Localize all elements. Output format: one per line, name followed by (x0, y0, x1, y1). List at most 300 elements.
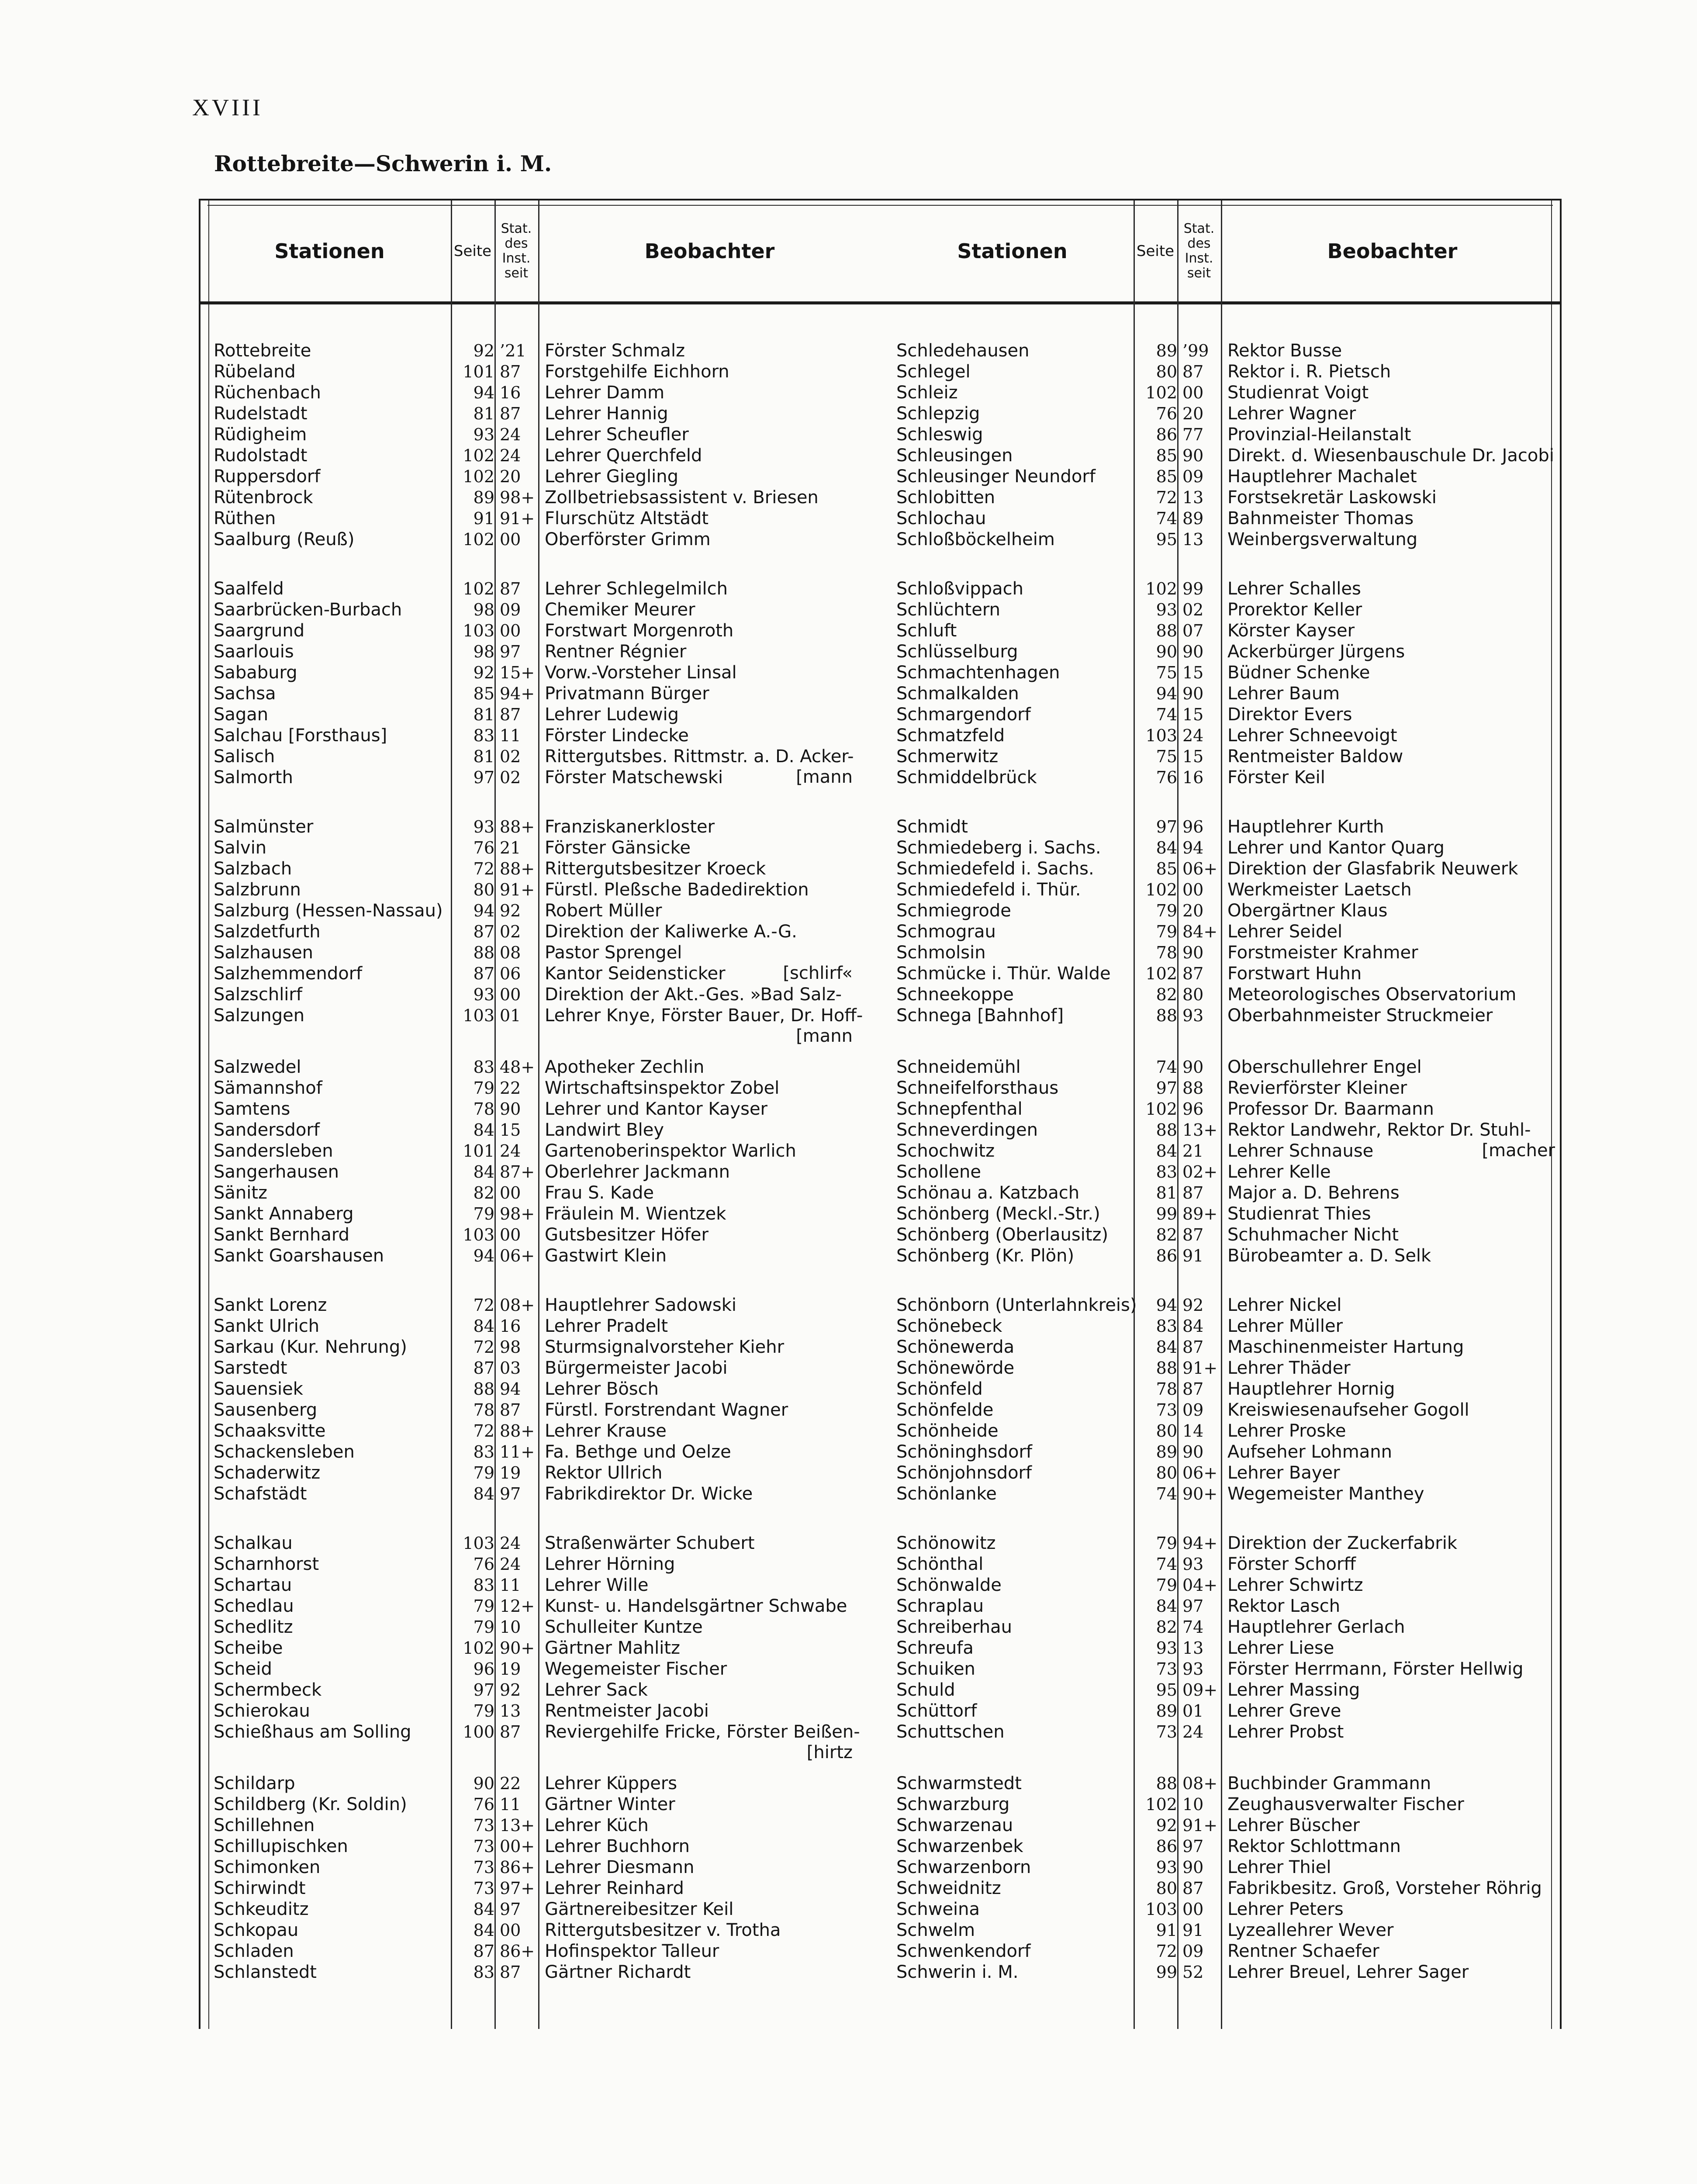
station-name: Saalburg (Reuß) (214, 529, 355, 549)
seite-value: 84 (473, 1120, 494, 1140)
stat-seit-value: 90 (1182, 1858, 1204, 1877)
table-row (208, 704, 877, 725)
station-name: Schackensleben (214, 1442, 355, 1462)
stat-seit-value: 06 (500, 964, 521, 983)
stat-seit-value: 13 (1182, 530, 1204, 549)
table-row (891, 1533, 1559, 1554)
seite-value: 87 (473, 1942, 494, 1961)
header-rule (199, 301, 1562, 304)
table-row (891, 620, 1559, 641)
station-name: Schkeuditz (214, 1899, 309, 1919)
table-row (208, 508, 877, 529)
stat-seit-value: 15 (1182, 705, 1204, 724)
seite-value: 83 (473, 726, 494, 745)
table-row (208, 578, 877, 599)
seite-value: 91 (473, 509, 494, 528)
seite-value: 82 (1156, 985, 1177, 1004)
table-row (891, 1224, 1559, 1245)
station-name: Schwelm (896, 1920, 975, 1940)
beobachter-name: Förster Herrmann, Förster Hellwig (1227, 1659, 1524, 1679)
table-row (208, 599, 877, 620)
seite-value: 84 (1156, 1337, 1177, 1357)
seite-value: 92 (1156, 1816, 1177, 1835)
beobachter-name: Oberlehrer Jackmann (545, 1162, 730, 1182)
table-row (891, 641, 1559, 662)
seite-value: 96 (473, 1659, 494, 1679)
beobachter-name: Lehrer Schneevoigt (1227, 726, 1397, 746)
beobachter-continuation: [macher (1482, 1140, 1555, 1161)
station-name: Schüttorf (896, 1701, 977, 1721)
header-seite: Seite (453, 242, 492, 260)
station-name: Sauensiek (214, 1379, 303, 1399)
station-name: Schreufa (896, 1638, 974, 1658)
stat-seit-value: 16 (500, 1317, 521, 1336)
table-row (891, 1554, 1559, 1575)
table-row (208, 921, 877, 942)
seite-value: 84 (473, 1317, 494, 1336)
seite-value: 76 (473, 1795, 494, 1814)
table-row (891, 1057, 1559, 1078)
table-row (891, 1099, 1559, 1120)
stat-seit-value: 13+ (1182, 1120, 1218, 1140)
stat-seit-value: 96 (1182, 817, 1204, 836)
beobachter-name: Franziskanerkloster (545, 817, 715, 837)
header-beobachter: Beobachter (644, 239, 775, 263)
seite-value: 84 (1156, 1597, 1177, 1616)
beobachter-name: Hauptlehrer Kurth (1227, 817, 1384, 837)
stat-seit-value: 00+ (500, 1837, 535, 1856)
beobachter-name: Fabrikdirektor Dr. Wicke (545, 1484, 753, 1504)
stat-seit-value: 88+ (500, 817, 535, 836)
station-name: Schlüsselburg (896, 642, 1018, 662)
table-row (208, 1920, 877, 1941)
seite-value: 80 (1156, 1463, 1177, 1482)
stat-seit-value: 90+ (500, 1638, 535, 1658)
beobachter-name: Provinzial-Heilanstalt (1227, 425, 1411, 445)
station-name: Schmograu (896, 922, 996, 942)
stat-seit-value: 08+ (500, 1296, 535, 1315)
seite-value: 72 (1156, 488, 1177, 507)
stat-seit-value: 87 (500, 1722, 521, 1742)
table-row (891, 508, 1559, 529)
stat-seit-value: 24 (1182, 1722, 1204, 1742)
stat-seit-value: 22 (500, 1774, 521, 1793)
station-name: Schildberg (Kr. Soldin) (214, 1794, 407, 1814)
stat-seit-value: 89 (1182, 509, 1204, 528)
stat-seit-value: 24 (500, 1555, 521, 1574)
seite-value: 103 (463, 1006, 494, 1025)
station-name: Sandersleben (214, 1141, 333, 1161)
station-name: Schweina (896, 1899, 980, 1919)
seite-value: 84 (1156, 838, 1177, 857)
stat-seit-value: 08+ (1182, 1774, 1218, 1793)
station-name: Schillupischken (214, 1836, 348, 1856)
station-name: Schollene (896, 1162, 982, 1182)
station-name: Schönwalde (896, 1575, 1002, 1595)
beobachter-name: Kantor Seidensticker (545, 964, 726, 984)
station-name: Sangerhausen (214, 1162, 339, 1182)
stat-seit-value: 15 (1182, 663, 1204, 682)
seite-value: 102 (463, 446, 494, 465)
seite-value: 84 (1156, 1141, 1177, 1161)
table-row (891, 1794, 1559, 1815)
seite-value: 98 (473, 600, 494, 619)
beobachter-name: Chemiker Meurer (545, 600, 695, 620)
seite-value: 86 (1156, 425, 1177, 444)
stat-seit-value: 88+ (500, 859, 535, 878)
stat-seit-value: 10 (1182, 1795, 1204, 1814)
beobachter-name: Fräulein M. Wientzek (545, 1204, 726, 1224)
stat-seit-value: 87+ (500, 1162, 535, 1182)
seite-value: 74 (1156, 1484, 1177, 1503)
stat-seit-value: 97 (1182, 1597, 1204, 1616)
table-row (208, 1638, 877, 1659)
seite-value: 78 (1156, 1379, 1177, 1399)
seite-value: 82 (473, 1183, 494, 1203)
seite-value: 88 (1156, 1774, 1177, 1793)
beobachter-name: Zeughausverwalter Fischer (1227, 1794, 1464, 1814)
beobachter-name: Lehrer Seidel (1227, 922, 1343, 942)
table-row (891, 1962, 1559, 1983)
table-row (891, 1899, 1559, 1920)
beobachter-name: Gärtner Winter (545, 1794, 675, 1814)
stat-seit-value: 91+ (500, 509, 535, 528)
header-seite: Seite (1136, 242, 1175, 260)
table-row (891, 816, 1559, 837)
table-row (208, 1596, 877, 1617)
beobachter-name: Kreiswiesenaufseher Gogoll (1227, 1400, 1469, 1420)
station-name: Schönowitz (896, 1533, 996, 1553)
beobachter-name: Forstsekretär Laskowski (1227, 487, 1437, 508)
seite-value: 93 (473, 425, 494, 444)
station-name: Schirwindt (214, 1878, 306, 1898)
station-name: Schönebeck (896, 1316, 1002, 1336)
seite-value: 89 (1156, 1701, 1177, 1721)
station-name: Schierokau (214, 1701, 310, 1721)
seite-value: 89 (473, 488, 494, 507)
stat-seit-value: 97 (1182, 1837, 1204, 1856)
table-row (891, 361, 1559, 382)
table-row (208, 1400, 877, 1420)
seite-value: 74 (1156, 509, 1177, 528)
table-row (891, 340, 1559, 361)
table-row (208, 1878, 877, 1899)
seite-value: 102 (1145, 1099, 1177, 1119)
beobachter-name: Rektor Lasch (1227, 1596, 1341, 1616)
seite-value: 103 (1145, 1900, 1177, 1919)
beobachter-name: Fa. Bethge und Oelze (545, 1442, 731, 1462)
stat-seit-value: 90+ (1182, 1484, 1218, 1503)
station-name: Saargrund (214, 621, 305, 641)
stat-seit-value: 94 (500, 1379, 521, 1399)
seite-value: 79 (1156, 922, 1177, 941)
beobachter-name: Major a. D. Behrens (1227, 1183, 1400, 1203)
seite-value: 73 (1156, 1400, 1177, 1420)
beobachter-name: Rittergutsbesitzer v. Trotha (545, 1920, 781, 1940)
beobachter-continuation: [mann (796, 767, 853, 787)
table-row (208, 683, 877, 704)
table-row (208, 1554, 877, 1575)
station-name: Schloßböckelheim (896, 529, 1055, 549)
seite-value: 100 (463, 1722, 494, 1742)
table-row (891, 984, 1559, 1005)
seite-value: 85 (1156, 467, 1177, 486)
table-row (891, 1078, 1559, 1099)
beobachter-name: Rittergutsbes. Rittmstr. a. D. Acker- (545, 746, 854, 767)
station-name: Schuttschen (896, 1722, 1005, 1742)
table-row (208, 746, 877, 767)
table-row (208, 1182, 877, 1203)
beobachter-name: Zollbetriebsassistent v. Briesen (545, 487, 819, 508)
seite-value: 75 (1156, 747, 1177, 766)
beobachter-name: Professor Dr. Baarmann (1227, 1099, 1434, 1119)
stat-seit-value: 16 (500, 383, 521, 402)
seite-value: 83 (473, 1576, 494, 1595)
table-row (891, 1245, 1559, 1266)
beobachter-name: Rentmeister Jacobi (545, 1701, 709, 1721)
beobachter-name: Forstgehilfe Eichhorn (545, 362, 729, 382)
beobachter-name: Rektor Ullrich (545, 1463, 663, 1483)
beobachter-name: Fürstl. Pleßsche Badedirektion (545, 880, 809, 900)
beobachter-name: Lehrer Wagner (1227, 404, 1356, 424)
beobachter-name: Büdner Schenke (1227, 663, 1370, 683)
beobachter-name: Lehrer Nickel (1227, 1295, 1342, 1315)
beobachter-name: Studienrat Voigt (1227, 383, 1369, 403)
seite-value: 83 (1156, 1162, 1177, 1182)
header-stat-line: Stat. (1183, 221, 1215, 236)
beobachter-name: Obergärtner Klaus (1227, 901, 1388, 921)
table-row (208, 1857, 877, 1878)
beobachter-name: Förster Matschewski (545, 767, 723, 788)
station-name: Sausenberg (214, 1400, 318, 1420)
beobachter-name: Gutsbesitzer Höfer (545, 1225, 709, 1245)
table-row (208, 900, 877, 921)
table-row (891, 1120, 1559, 1140)
beobachter-name: Schuhmacher Nicht (1227, 1225, 1399, 1245)
stat-seit-value: 87 (1182, 1183, 1204, 1203)
beobachter-name: Lehrer Schlegelmilch (545, 579, 728, 599)
beobachter-name: Rentmeister Baldow (1227, 746, 1403, 767)
station-name: Salzungen (214, 1006, 305, 1026)
stat-seit-value: 87 (1182, 362, 1204, 381)
seite-value: 79 (473, 1463, 494, 1482)
seite-value: 103 (463, 1225, 494, 1244)
header-stat-des-inst-seit (1177, 200, 1221, 301)
seite-value: 93 (1156, 600, 1177, 619)
table-row (208, 382, 877, 403)
table-row (208, 487, 877, 508)
station-name: Schildarp (214, 1773, 295, 1794)
beobachter-name: Weinbergsverwaltung (1227, 529, 1418, 549)
station-name: Schmiedefeld i. Sachs. (896, 859, 1094, 879)
station-name: Schuld (896, 1680, 955, 1700)
table-row (208, 1316, 877, 1337)
stat-seit-value: 91 (1182, 1921, 1204, 1940)
beobachter-name: Studienrat Thies (1227, 1204, 1371, 1224)
seite-value: 82 (1156, 1225, 1177, 1244)
stat-seit-value: 97 (500, 1900, 521, 1919)
station-name: Schönthal (896, 1554, 984, 1574)
table-row (891, 1337, 1559, 1358)
station-name: Rottebreite (214, 341, 311, 361)
stat-seit-value: 09 (500, 600, 521, 619)
beobachter-name: Lehrer Ludewig (545, 705, 679, 725)
seite-value: 81 (1156, 1183, 1177, 1203)
stat-seit-value: 86+ (500, 1858, 535, 1877)
table-row (208, 641, 877, 662)
seite-value: 79 (473, 1078, 494, 1098)
stat-seit-value: 00 (500, 985, 521, 1004)
seite-value: 84 (473, 1162, 494, 1182)
table-row (891, 963, 1559, 984)
seite-value: 81 (473, 747, 494, 766)
seite-value: 88 (1156, 1120, 1177, 1140)
table-header (208, 200, 877, 301)
stat-seit-value: 06+ (1182, 859, 1218, 878)
seite-value: 102 (1145, 1795, 1177, 1814)
seite-value: 97 (473, 768, 494, 787)
stat-seit-value: 91+ (500, 880, 535, 899)
beobachter-name: Kunst- u. Handelsgärtner Schwabe (545, 1596, 847, 1616)
table-row (891, 1462, 1559, 1483)
beobachter-name: Hauptlehrer Sadowski (545, 1295, 737, 1315)
station-name: Schwerin i. M. (896, 1962, 1019, 1982)
table-row (891, 1379, 1559, 1400)
stat-seit-value: 92 (500, 901, 521, 920)
table-row (208, 403, 877, 424)
table-row (208, 1379, 877, 1400)
table-row (208, 361, 877, 382)
seite-value: 76 (473, 1555, 494, 1574)
stat-seit-value: 06+ (1182, 1463, 1218, 1482)
seite-value: 72 (1156, 1942, 1177, 1961)
beobachter-name: Lehrer Bösch (545, 1379, 659, 1399)
seite-value: 90 (473, 1774, 494, 1793)
table-row (891, 487, 1559, 508)
beobachter-name: Gärtnereibesitzer Keil (545, 1899, 734, 1919)
table-row (891, 767, 1559, 788)
beobachter-name: Lehrer Liese (1227, 1638, 1334, 1658)
table-row (208, 1005, 877, 1026)
beobachter-name: Apotheker Zechlin (545, 1057, 705, 1077)
seite-value: 80 (473, 880, 494, 899)
beobachter-name: Lehrer Knye, Förster Bauer, Dr. Hoff- (545, 1006, 863, 1026)
station-name: Schedlitz (214, 1617, 293, 1637)
table-header (891, 200, 1559, 301)
stat-seit-value: 87 (500, 579, 521, 598)
station-name: Schkopau (214, 1920, 299, 1940)
seite-value: 76 (1156, 404, 1177, 423)
seite-value: 88 (1156, 1006, 1177, 1025)
beobachter-name: Lehrer Greve (1227, 1701, 1341, 1721)
beobachter-name: Lehrer Probst (1227, 1722, 1344, 1742)
station-name: Schladen (214, 1941, 294, 1961)
table-row (891, 529, 1559, 550)
table-row (208, 1057, 877, 1078)
table-row (208, 1140, 877, 1161)
seite-value: 97 (473, 1680, 494, 1700)
stat-seit-value: 11 (500, 1795, 521, 1814)
stat-seit-value: 02 (500, 922, 521, 941)
table-row (208, 837, 877, 858)
stat-seit-value: 89+ (1182, 1204, 1218, 1223)
station-name: Schönberg (Oberlausitz) (896, 1225, 1109, 1245)
beobachter-name: Hofinspektor Talleur (545, 1941, 719, 1961)
seite-value: 85 (1156, 446, 1177, 465)
stat-seit-value: 10 (500, 1617, 521, 1637)
stat-seit-value: 84 (1182, 1317, 1204, 1336)
station-name: Schleusingen (896, 446, 1013, 466)
table-row (208, 529, 877, 550)
beobachter-name: Direkt. d. Wiesenbauschule Dr. Jacobi (1227, 446, 1554, 466)
table-row (891, 1400, 1559, 1420)
beobachter-name: Lehrer Schalles (1227, 579, 1361, 599)
seite-value: 102 (463, 530, 494, 549)
beobachter-name: Lehrer Küppers (545, 1773, 677, 1794)
station-name: Schafstädt (214, 1484, 307, 1504)
station-name: Rütenbrock (214, 487, 313, 508)
beobachter-name: Rittergutsbesitzer Kroeck (545, 859, 766, 879)
beobachter-name: Rektor Landwehr, Rektor Dr. Stuhl- (1227, 1120, 1531, 1140)
seite-value: 78 (473, 1400, 494, 1420)
stat-seit-value: 19 (500, 1463, 521, 1482)
seite-value: 102 (463, 1638, 494, 1658)
beobachter-name: Gastwirt Klein (545, 1246, 667, 1266)
seite-value: 82 (1156, 1617, 1177, 1637)
station-name: Rüchenbach (214, 383, 321, 403)
stat-seit-value: 03 (500, 1358, 521, 1378)
station-name: Schönau a. Katzbach (896, 1183, 1080, 1203)
stat-seit-value: 00 (1182, 880, 1204, 899)
seite-value: 79 (473, 1617, 494, 1637)
table-row (208, 1420, 877, 1441)
beobachter-name: Reviergehilfe Fricke, Förster Beißen- (545, 1722, 860, 1742)
stat-seit-value: 11 (500, 726, 521, 745)
table-row (891, 403, 1559, 424)
station-name: Sagan (214, 705, 269, 725)
station-name: Saalfeld (214, 579, 284, 599)
beobachter-name: Privatmann Bürger (545, 684, 709, 704)
stat-seit-value: 93 (1182, 1659, 1204, 1679)
beobachter-name: Lehrer Reinhard (545, 1878, 684, 1898)
beobachter-name: Förster Schorff (1227, 1554, 1356, 1574)
seite-value: 83 (1156, 1317, 1177, 1336)
stat-seit-value: 04+ (1182, 1576, 1218, 1595)
table-row (208, 1441, 877, 1462)
seite-value: 73 (473, 1816, 494, 1835)
stat-seit-value: 98+ (500, 488, 535, 507)
stat-seit-value: 08 (500, 943, 521, 962)
station-name: Schmiedeberg i. Sachs. (896, 838, 1101, 858)
station-name: Sandersdorf (214, 1120, 320, 1140)
station-name: Schönfeld (896, 1379, 983, 1399)
station-name: Samtens (214, 1099, 290, 1119)
stat-seit-value: 87 (1182, 1337, 1204, 1357)
station-name: Schmachtenhagen (896, 663, 1060, 683)
station-name: Schwarzburg (896, 1794, 1010, 1814)
table-row (208, 1245, 877, 1266)
table-row (891, 725, 1559, 746)
stat-seit-value: 13 (1182, 488, 1204, 507)
beobachter-name: Ackerbürger Jürgens (1227, 642, 1405, 662)
seite-value: 72 (473, 859, 494, 878)
beobachter-name: Lehrer Kelle (1227, 1162, 1331, 1182)
table-row (891, 382, 1559, 403)
beobachter-name: Oberschullehrer Engel (1227, 1057, 1422, 1077)
stat-seit-value: 07 (1182, 621, 1204, 640)
table-row (891, 1295, 1559, 1316)
station-name: Schedlau (214, 1596, 294, 1616)
